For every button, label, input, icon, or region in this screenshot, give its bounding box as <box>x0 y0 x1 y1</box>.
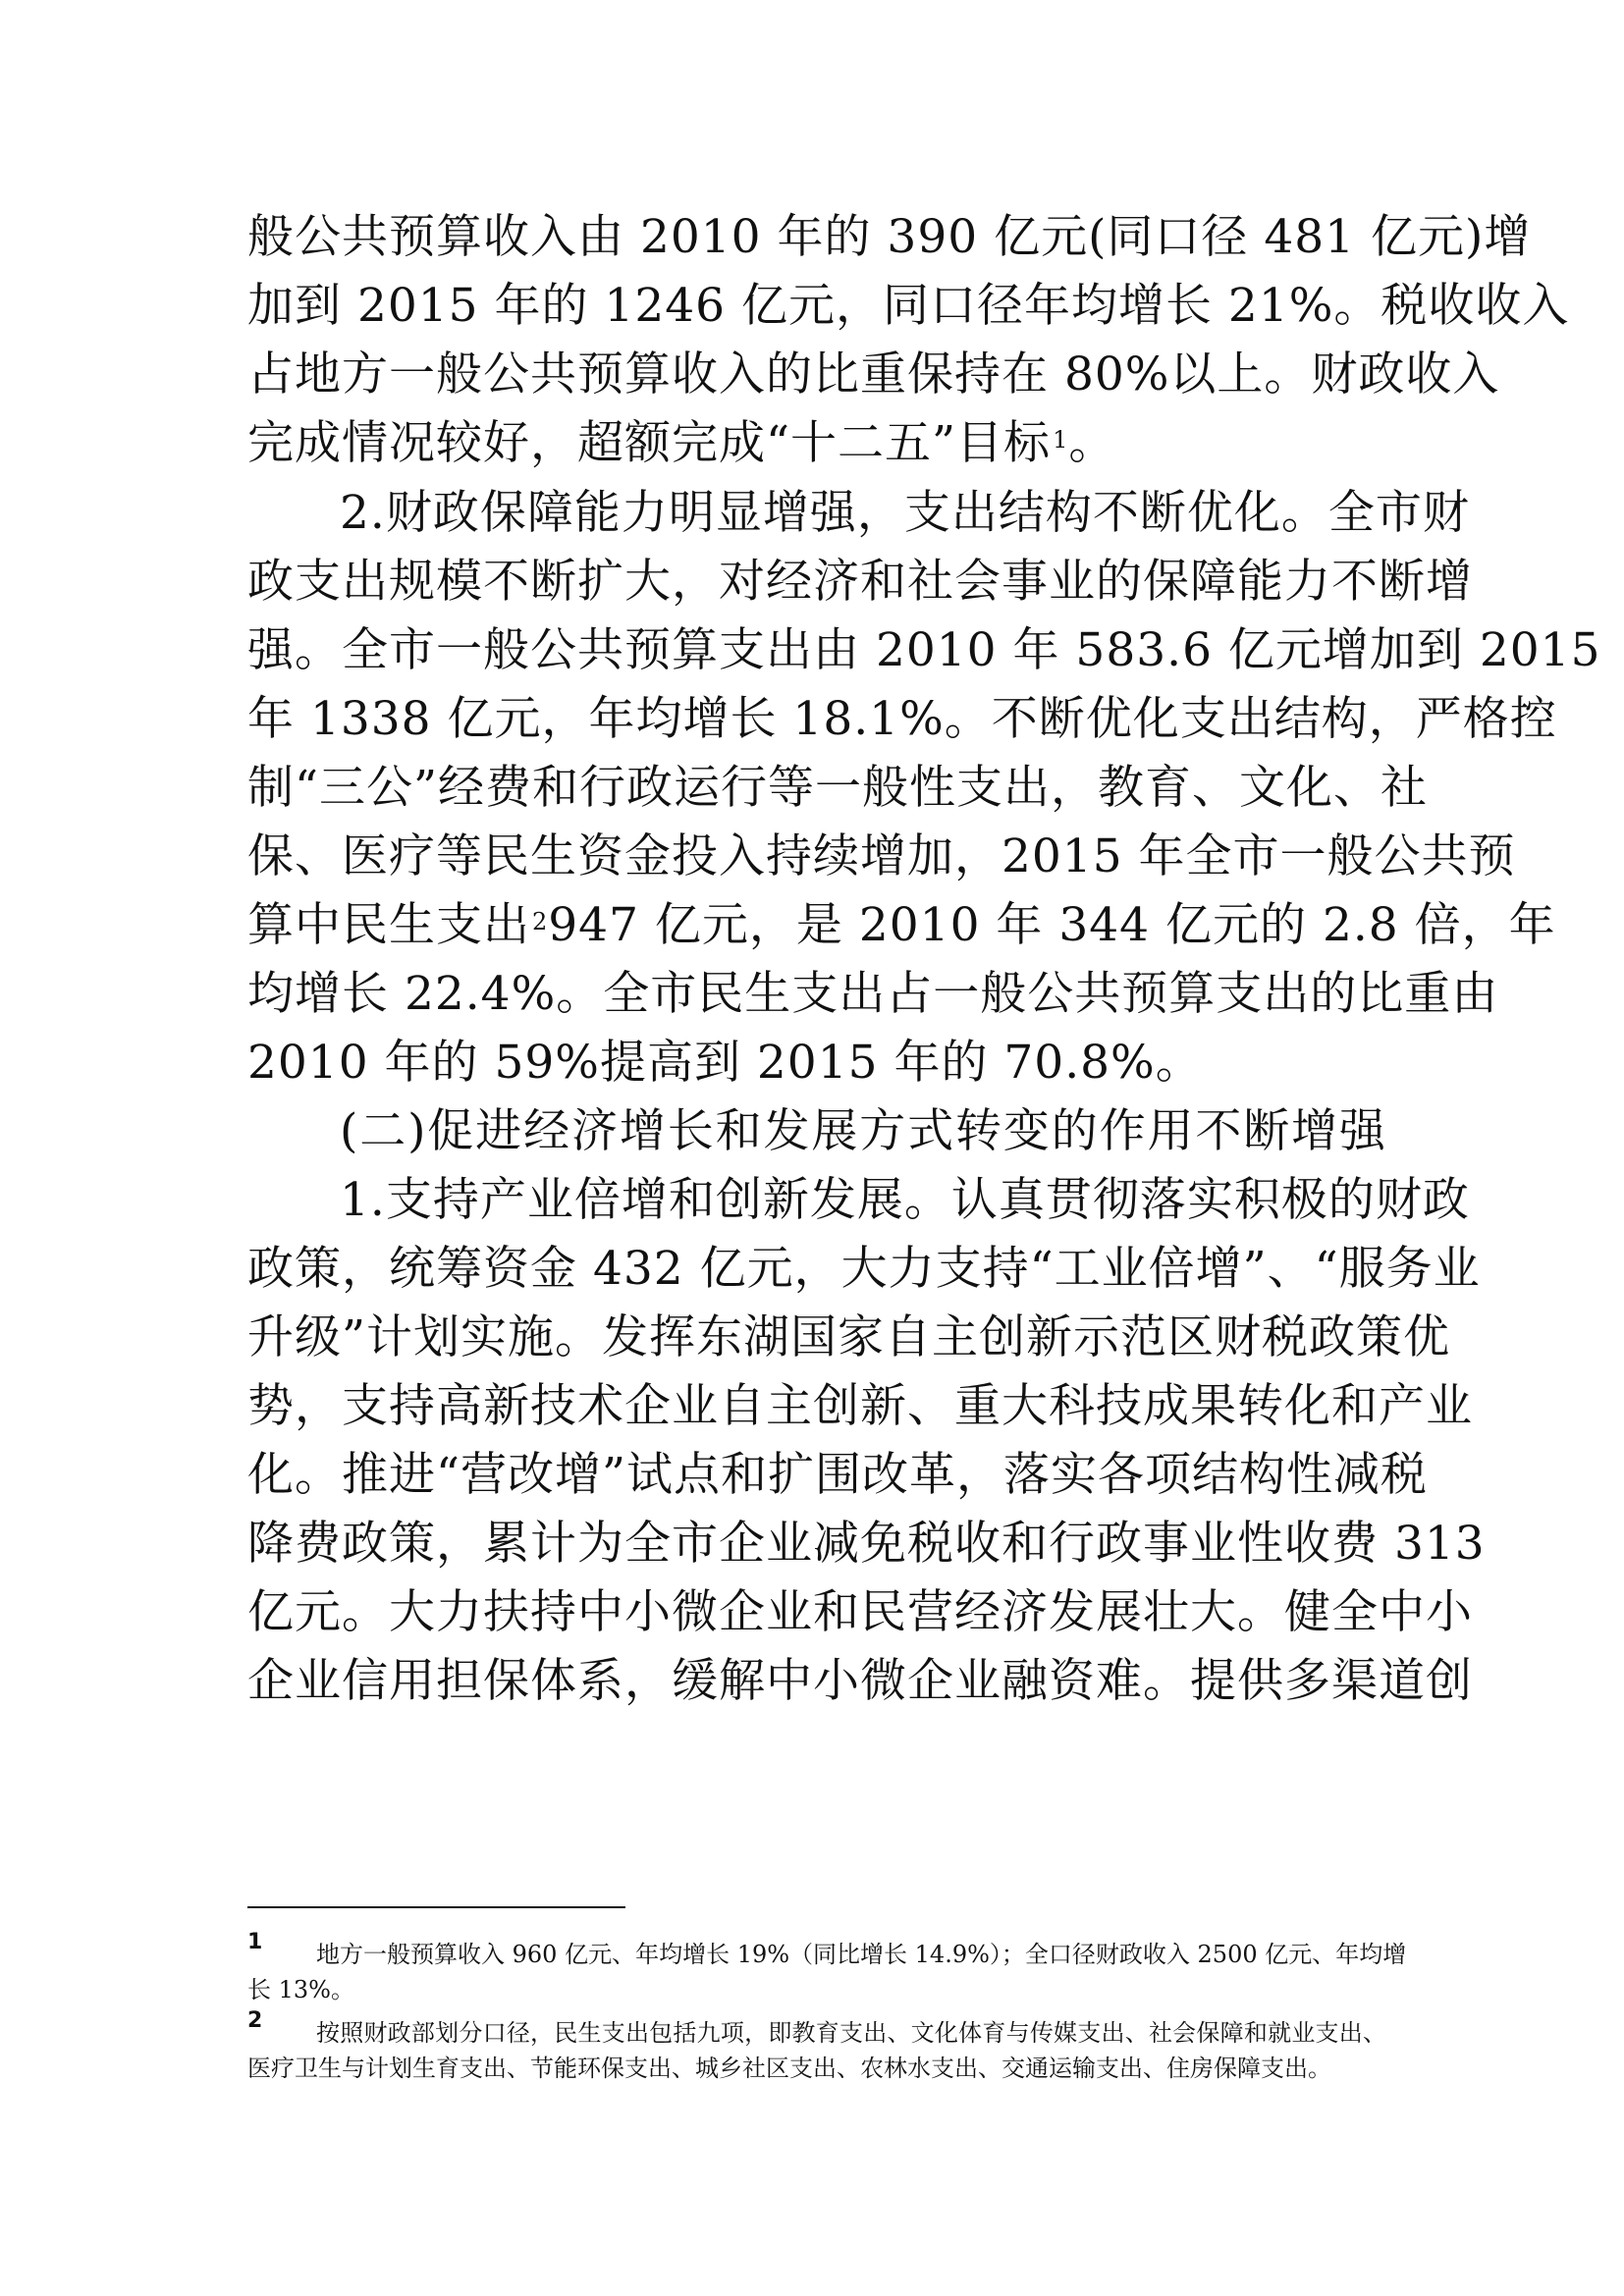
paragraph-2-line-9: 2010 年的 59%提高到 2015 年的 70.8%。 <box>247 1036 1203 1090</box>
paragraph-2-line-3: 强。全市一般公共预算支出由 2010 年 583.6 亿元增加到 2015 <box>247 623 1601 677</box>
paragraph-1-line-4 <box>247 414 1386 473</box>
paragraph-3-line-1: 1.支持产业倍增和创新发展。认真贯彻落实积极的财政 <box>340 1173 1470 1227</box>
paragraph-2-line-8: 均增长 22.4%。全市民生支出占一般公共预算支出的比重由 <box>247 967 1499 1021</box>
footnote-separator <box>247 1906 625 1908</box>
footnote-ref-2[interactable]: 2 <box>532 908 549 935</box>
footnote-1-number: 1 <box>247 1930 263 1954</box>
footnote-ref-1[interactable]: 1 <box>1053 426 1069 454</box>
section-heading: (二)促进经济增长和发展方式转变的作用不断增强 <box>340 1104 1386 1158</box>
footnote-2-line-1: 按照财政部划分口径，民生支出包括九项，即教育支出、文化体育与传媒支出、社会保障和就业支出、 <box>316 2019 1386 2047</box>
paragraph-2-line-2: 政支出规模不断扩大，对经济和社会事业的保障能力不断增 <box>247 555 1473 609</box>
paragraph-2-line-7-rest: 947 亿元，是 2010 年 344 亿元的 2.8 倍，年 <box>548 898 1556 952</box>
paragraph-3-line-4: 势，支持高新技术企业自主创新、重大科技成果转化和产业 <box>247 1379 1473 1433</box>
paragraph-3-line-2: 政策，统筹资金 432 亿元，大力支持“工业倍增”、“服务业 <box>247 1242 1481 1296</box>
footnote-2-number: 2 <box>247 2008 263 2033</box>
paragraph-1-line-2: 加到 2015 年的 1246 亿元，同口径年均增长 21%。税收收入 <box>247 279 1570 333</box>
paragraph-1-line-3: 占地方一般公共预算收入的比重保持在 80%以上。财政收入 <box>247 347 1500 401</box>
paragraph-2-line-6: 保、医疗等民生资金投入持续增加，2015 年全市一般公共预 <box>247 829 1516 883</box>
sentence-end: 。 <box>1068 416 1116 470</box>
paragraph-3-line-8: 企业信用担保体系，缓解中小微企业融资难。提供多渠道创 <box>247 1654 1473 1708</box>
paragraph-3-line-3: 升级”计划实施。发挥东湖国家自主创新示范区财税政策优 <box>247 1310 1451 1364</box>
paragraph-3-line-5: 化。推进“营改增”试点和扩围改革，落实各项结构性减税 <box>247 1448 1429 1502</box>
paragraph-2-line-5: 制“三公”经费和行政运行等一般性支出，教育、文化、社 <box>247 761 1429 815</box>
paragraph-2-line-7 <box>247 896 1556 955</box>
paragraph-2-line-1: 2.财政保障能力明显增强，支出结构不断优化。全市财 <box>340 486 1470 540</box>
paragraph-2-line-4: 年 1338 亿元，年均增长 18.1%。不断优化支出结构，严格控 <box>247 692 1557 746</box>
paragraph-2-line-7-text: 算中民生支出 <box>247 898 530 952</box>
footnote-1-line-1: 地方一般预算收入 960 亿元、年均增长 19%（同比增长 14.9%）；全口径财政收入 2500 亿元、年均增 <box>316 1941 1407 1968</box>
paragraph-3-line-6: 降费政策，累计为全市企业减免税收和行政事业性收费 313 <box>247 1517 1486 1571</box>
paragraph-1-line-4-text: 完成情况较好，超额完成“十二五”目标 <box>247 416 1052 470</box>
footnote-2-line-2: 医疗卫生与计划生育支出、节能环保支出、城乡社区支出、农林水支出、交通运输支出、住房保障支出。 <box>247 2055 1331 2082</box>
paragraph-1-line-1: 般公共预算收入由 2010 年的 390 亿元(同口径 481 亿元)增 <box>247 210 1532 264</box>
footnote-1-line-2: 长 13%。 <box>247 1976 354 2003</box>
paragraph-3-line-7: 亿元。大力扶持中小微企业和民营经济发展壮大。健全中小 <box>247 1585 1473 1639</box>
